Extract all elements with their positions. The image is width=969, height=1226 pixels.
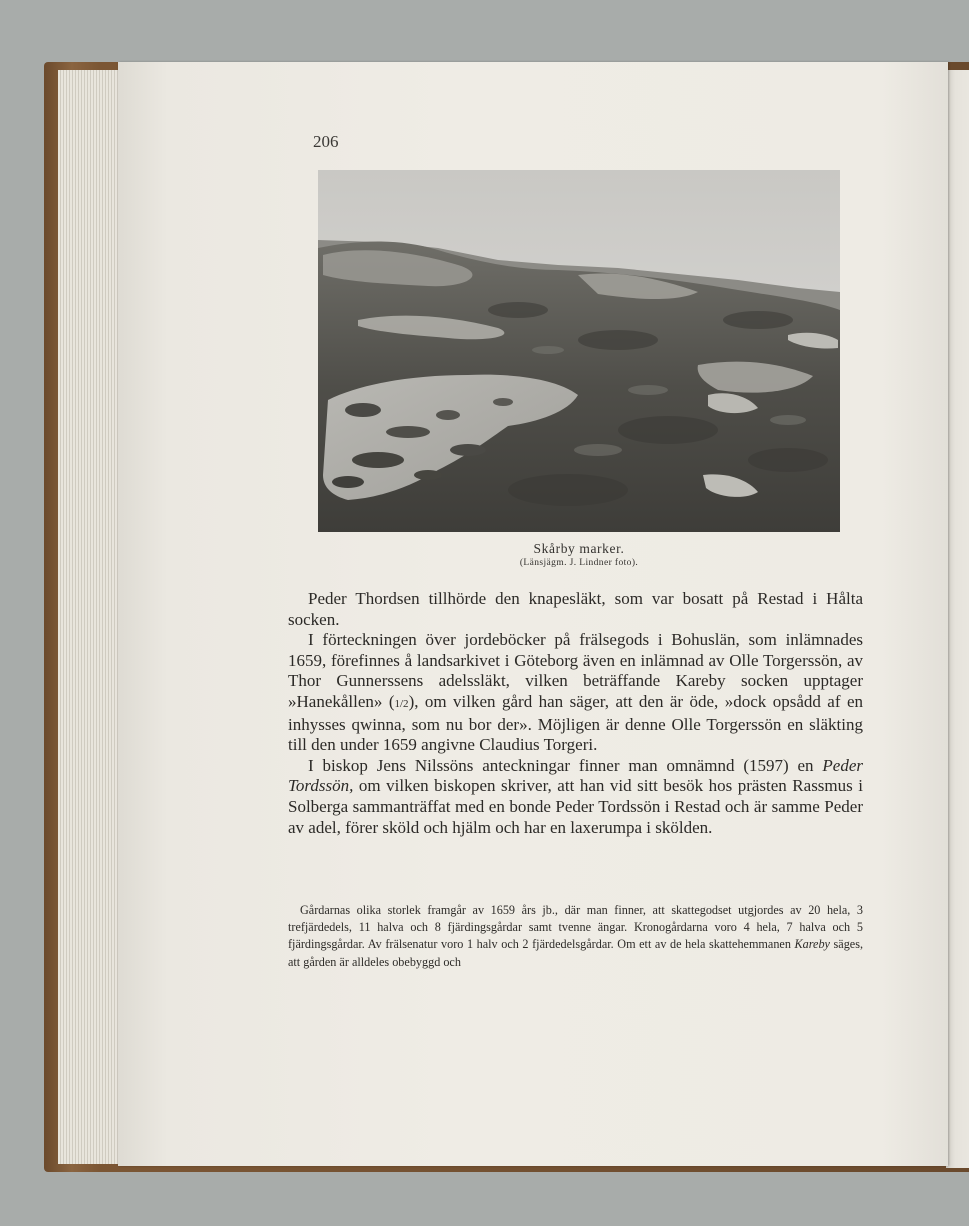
footnote-text bbox=[288, 902, 863, 971]
paragraph-3 bbox=[288, 756, 863, 838]
footnote bbox=[288, 902, 863, 971]
fraction-half: 1/2 bbox=[394, 697, 409, 710]
page-number: 206 bbox=[313, 132, 339, 151]
paragraph-2-part-b: ), om vilken gård han säger, att den är öde, »dock opsådd af en inhysses qwinna, som nu bor der». Möjligen är denne Olle Torgerssön en släkting till den under 1659 angivne Claudius Torgeri. bbox=[288, 691, 863, 755]
next-page-edge bbox=[946, 70, 969, 1168]
footnote-italic-name: Kareby bbox=[794, 937, 830, 952]
paragraph-1: Peder Thordsen tillhörde den knapesläkt, som var bosatt på Restad i Hålta socken. bbox=[288, 589, 863, 629]
paragraph-2 bbox=[288, 630, 863, 756]
body-text bbox=[288, 589, 863, 838]
paragraph-3-part-a: I biskop Jens Nilssöns anteckningar finner man omnämnd (1597) en bbox=[308, 755, 823, 775]
caption-title: Skårby marker. bbox=[533, 541, 625, 556]
caption-credit: (Länsjägm. J. Lindner foto). bbox=[519, 558, 639, 568]
footnote-part-b: säges, att gården är alldeles obebyggd och bbox=[288, 937, 863, 969]
landscape-photo-image bbox=[318, 170, 840, 532]
paragraph-3-italic-name: Peder Tordssön, bbox=[288, 755, 863, 796]
paragraph-3-part-b: om vilken biskopen skriver, att han vid sitt besök hos prästen Rassmus i Solberga sammanträffat med en bonde Peder Tordssön i Restad och är samme Peder av adel, förer sköld och hjälm och har en laxerumpa i skölden. bbox=[288, 776, 863, 837]
paragraph-2-part-a: I förteckningen över jordeböcker på frälsegods i Bohuslän, som inlämnades 1659, förefinnes å landsarkivet i Göteborg även en inlämnad av Olle Torgerssön, av Thor Gunnerssens adelssläkt, vilken beträffande Kareby socken upptager »Hanekållen» ( bbox=[288, 630, 863, 711]
landscape-photo bbox=[318, 170, 840, 532]
footnote-part-a: Gårdarnas olika storlek framgår av 1659 års jb., där man finner, att skattegodset utgjordes av 20 hela, 3 trefjärdedels, 11 halva och 8 fjärdingsgårdar samt tvenne ängar. Kronogårdarna voro 4 hela, 7 halva och 5 fjärdingsgårdar. Av frälsenatur voro 1 halv och 2 fjärdedelsgårdar. Om ett av de hela skattehemmanen bbox=[288, 903, 863, 952]
photo-caption bbox=[318, 541, 840, 568]
